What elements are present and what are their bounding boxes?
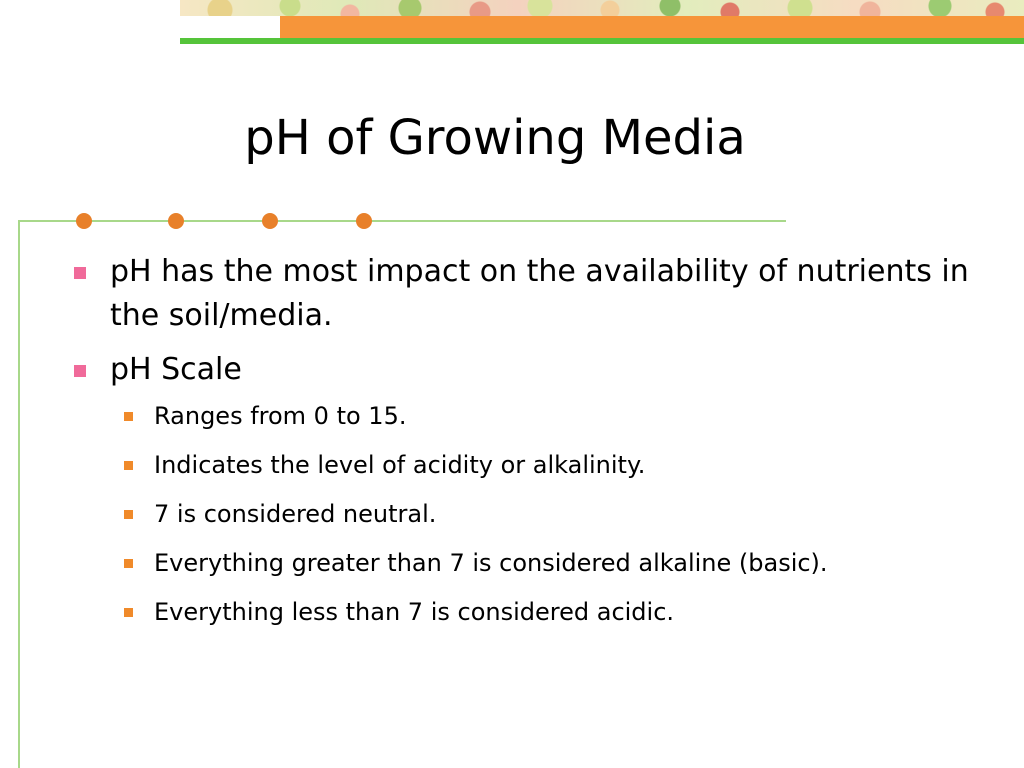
- square-bullet-icon: [74, 365, 86, 377]
- sub-bullet-item: [110, 496, 970, 532]
- sub-bullet-text: Everything less than 7 is considered acidic.: [154, 598, 675, 626]
- banner-orange-bar: [280, 16, 1024, 38]
- divider-dot: [262, 213, 278, 229]
- sub-bullet-text: Everything greater than 7 is considered alkaline (basic).: [154, 549, 828, 577]
- square-bullet-icon: [124, 608, 133, 617]
- square-bullet-icon: [74, 267, 86, 279]
- sub-bullet-text: 7 is considered neutral.: [154, 500, 437, 528]
- sub-bullet-list: [110, 398, 970, 630]
- square-bullet-icon: [124, 461, 133, 470]
- sub-bullet-text: Indicates the level of acidity or alkalinity.: [154, 451, 646, 479]
- sub-bullet-text: Ranges from 0 to 15.: [154, 402, 407, 430]
- bullet-item: [70, 348, 970, 630]
- square-bullet-icon: [124, 412, 133, 421]
- bullet-item: [70, 250, 970, 338]
- banner-green-bar: [180, 38, 1024, 44]
- sub-bullet-item: [110, 594, 970, 630]
- bullet-text: pH has the most impact on the availability of nutrients in the soil/media.: [110, 254, 969, 333]
- slide-body: [70, 250, 970, 643]
- top-banner: [180, 0, 1024, 44]
- square-bullet-icon: [124, 559, 133, 568]
- divider-dot: [356, 213, 372, 229]
- left-rule: [18, 220, 20, 768]
- bullet-text: pH Scale: [110, 352, 242, 387]
- title-divider: [18, 220, 786, 222]
- divider-dot: [168, 213, 184, 229]
- bullet-list: [70, 250, 970, 630]
- sub-bullet-item: [110, 545, 970, 581]
- slide-title: pH of Growing Media: [244, 110, 746, 166]
- sub-bullet-item: [110, 398, 970, 434]
- divider-dot: [76, 213, 92, 229]
- sub-bullet-item: [110, 447, 970, 483]
- square-bullet-icon: [124, 510, 133, 519]
